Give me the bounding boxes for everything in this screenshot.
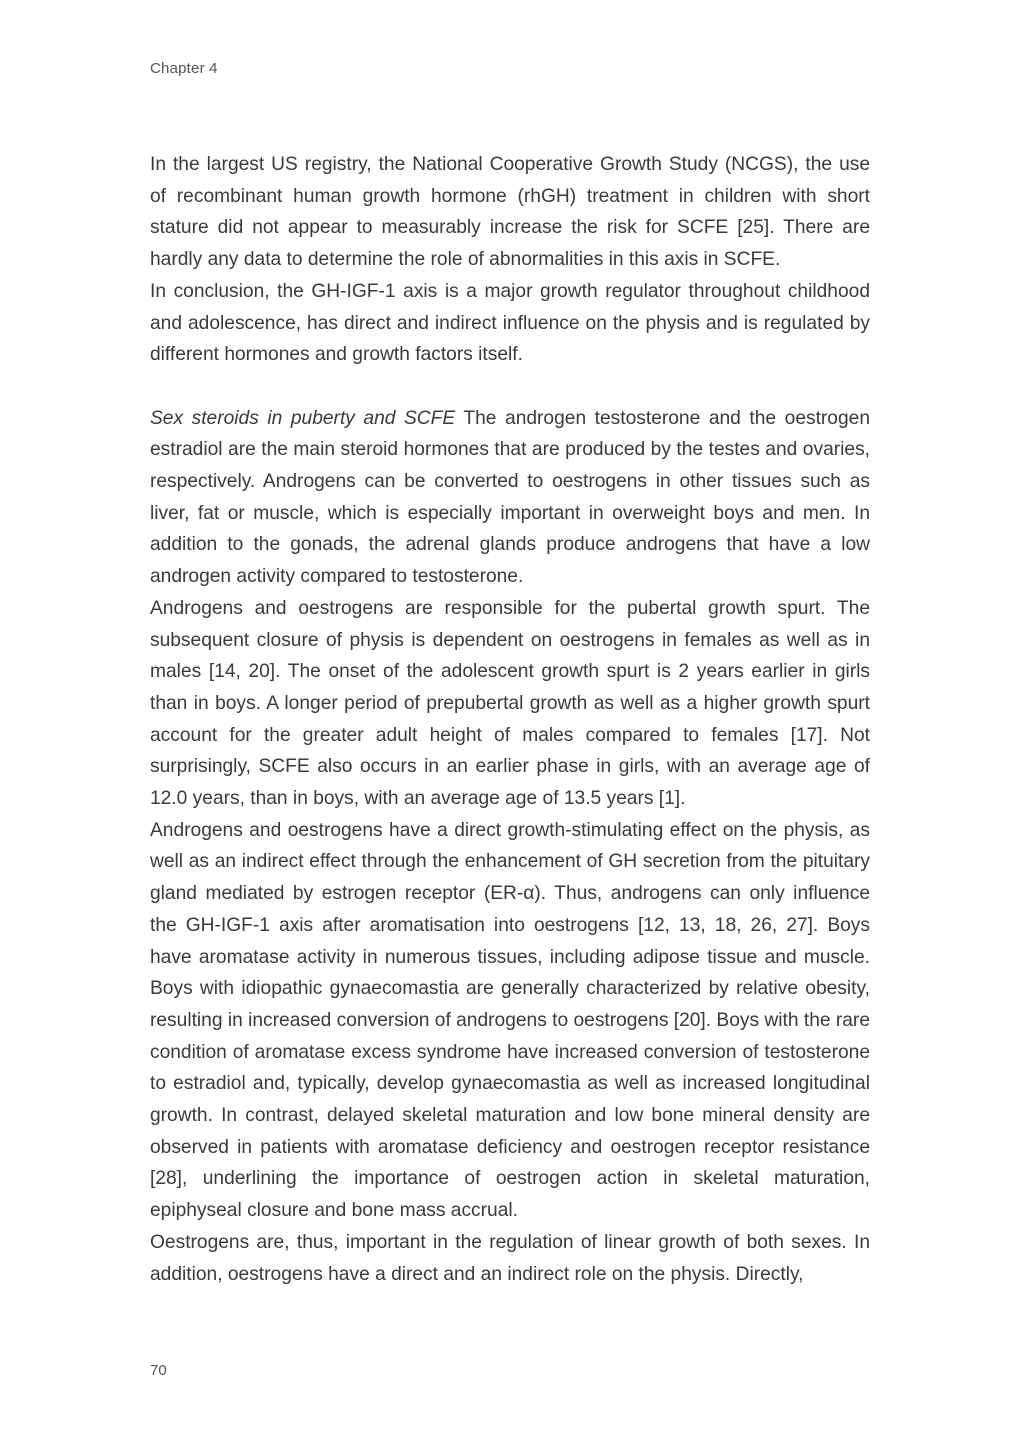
body-text <box>150 149 870 1290</box>
paragraph-text: Androgens and oestrogens are responsible for the pubertal growth spurt. The subsequent closure of physis is dependent on oestrogens in females as well as in males [14, 20]. The onset of the adolescent growth spurt is 2 years earlier in girls than in boys. A longer period of prepubertal growth as well as a higher growth spurt account for the greater adult height of males compared to females [17]. Not surprisingly, SCFE also occurs in an earlier phase in girls, with an average age of 12.0 years, than in boys, with an average age of 13.5 years [1]. <box>150 597 870 810</box>
paragraph-oestrogens <box>150 1227 870 1290</box>
paragraph-aromatase <box>150 815 870 1227</box>
paragraph-ncgs <box>150 149 870 276</box>
running-header: Chapter 4 <box>150 60 218 77</box>
page-number: 70 <box>150 1362 167 1379</box>
paragraph-text: In the largest US registry, the National Cooperative Growth Study (NCGS), the use of recombinant human growth hormone (rhGH) treatment in children with short stature did not appear to measurably increase the risk for SCFE [25]. There are hardly any data to determine the role of abnormalities in this axis in SCFE. <box>150 154 870 271</box>
paragraph-sex-steroids <box>150 403 870 593</box>
paragraph-text: The androgen testosterone and the oestrogen estradiol are the main steroid hormones that are produced by the testes and ovaries, respectively. Androgens can be converted to oestrogens in other tissues such as liver, fat or muscle, which is especially important in overweight boys and men. In addition to the gonads, the adrenal glands produce androgens that have a low androgen activity compared to testosterone. <box>150 407 870 588</box>
paragraph-text: Oestrogens are, thus, important in the regulation of linear growth of both sexes. In addition, oestrogens have a direct and an indirect role on the physis. Directly, <box>150 1231 870 1285</box>
paragraph-growth-spurt <box>150 593 870 815</box>
paragraph-conclusion <box>150 276 870 371</box>
paragraph-text: In conclusion, the GH-IGF-1 axis is a major growth regulator throughout childhood and adolescence, has direct and indirect influence on the physis and is regulated by different hormones and growth factors itself. <box>150 280 870 366</box>
paragraph-text: Androgens and oestrogens have a direct growth-stimulating effect on the physis, as well as an indirect effect through the enhancement of GH secretion from the pituitary gland mediated by estrogen receptor (ER-α). Thus, androgens can only influence the GH-IGF-1 axis after aromatisation into oestrogens [12, 13, 18, 26, 27]. Boys have aromatase activity in numerous tissues, including adipose tissue and muscle. Boys with idiopathic gynaecomastia are generally characterized by relative obesity, resulting in increased conversion of androgens to oestrogens [20]. Boys with the rare condition of aromatase excess syndrome have increased conversion of testosterone to estradiol and, typically, develop gynaecomastia as well as increased longitudinal growth. In contrast, delayed skeletal maturation and low bone mineral density are observed in patients with aromatase deficiency and oestrogen receptor resistance [28], underlining the importance of oestrogen action in skeletal maturation, epiphyseal closure and bone mass accrual. <box>150 819 870 1222</box>
section-run-in-heading: Sex steroids in puberty and SCFE <box>150 407 456 429</box>
